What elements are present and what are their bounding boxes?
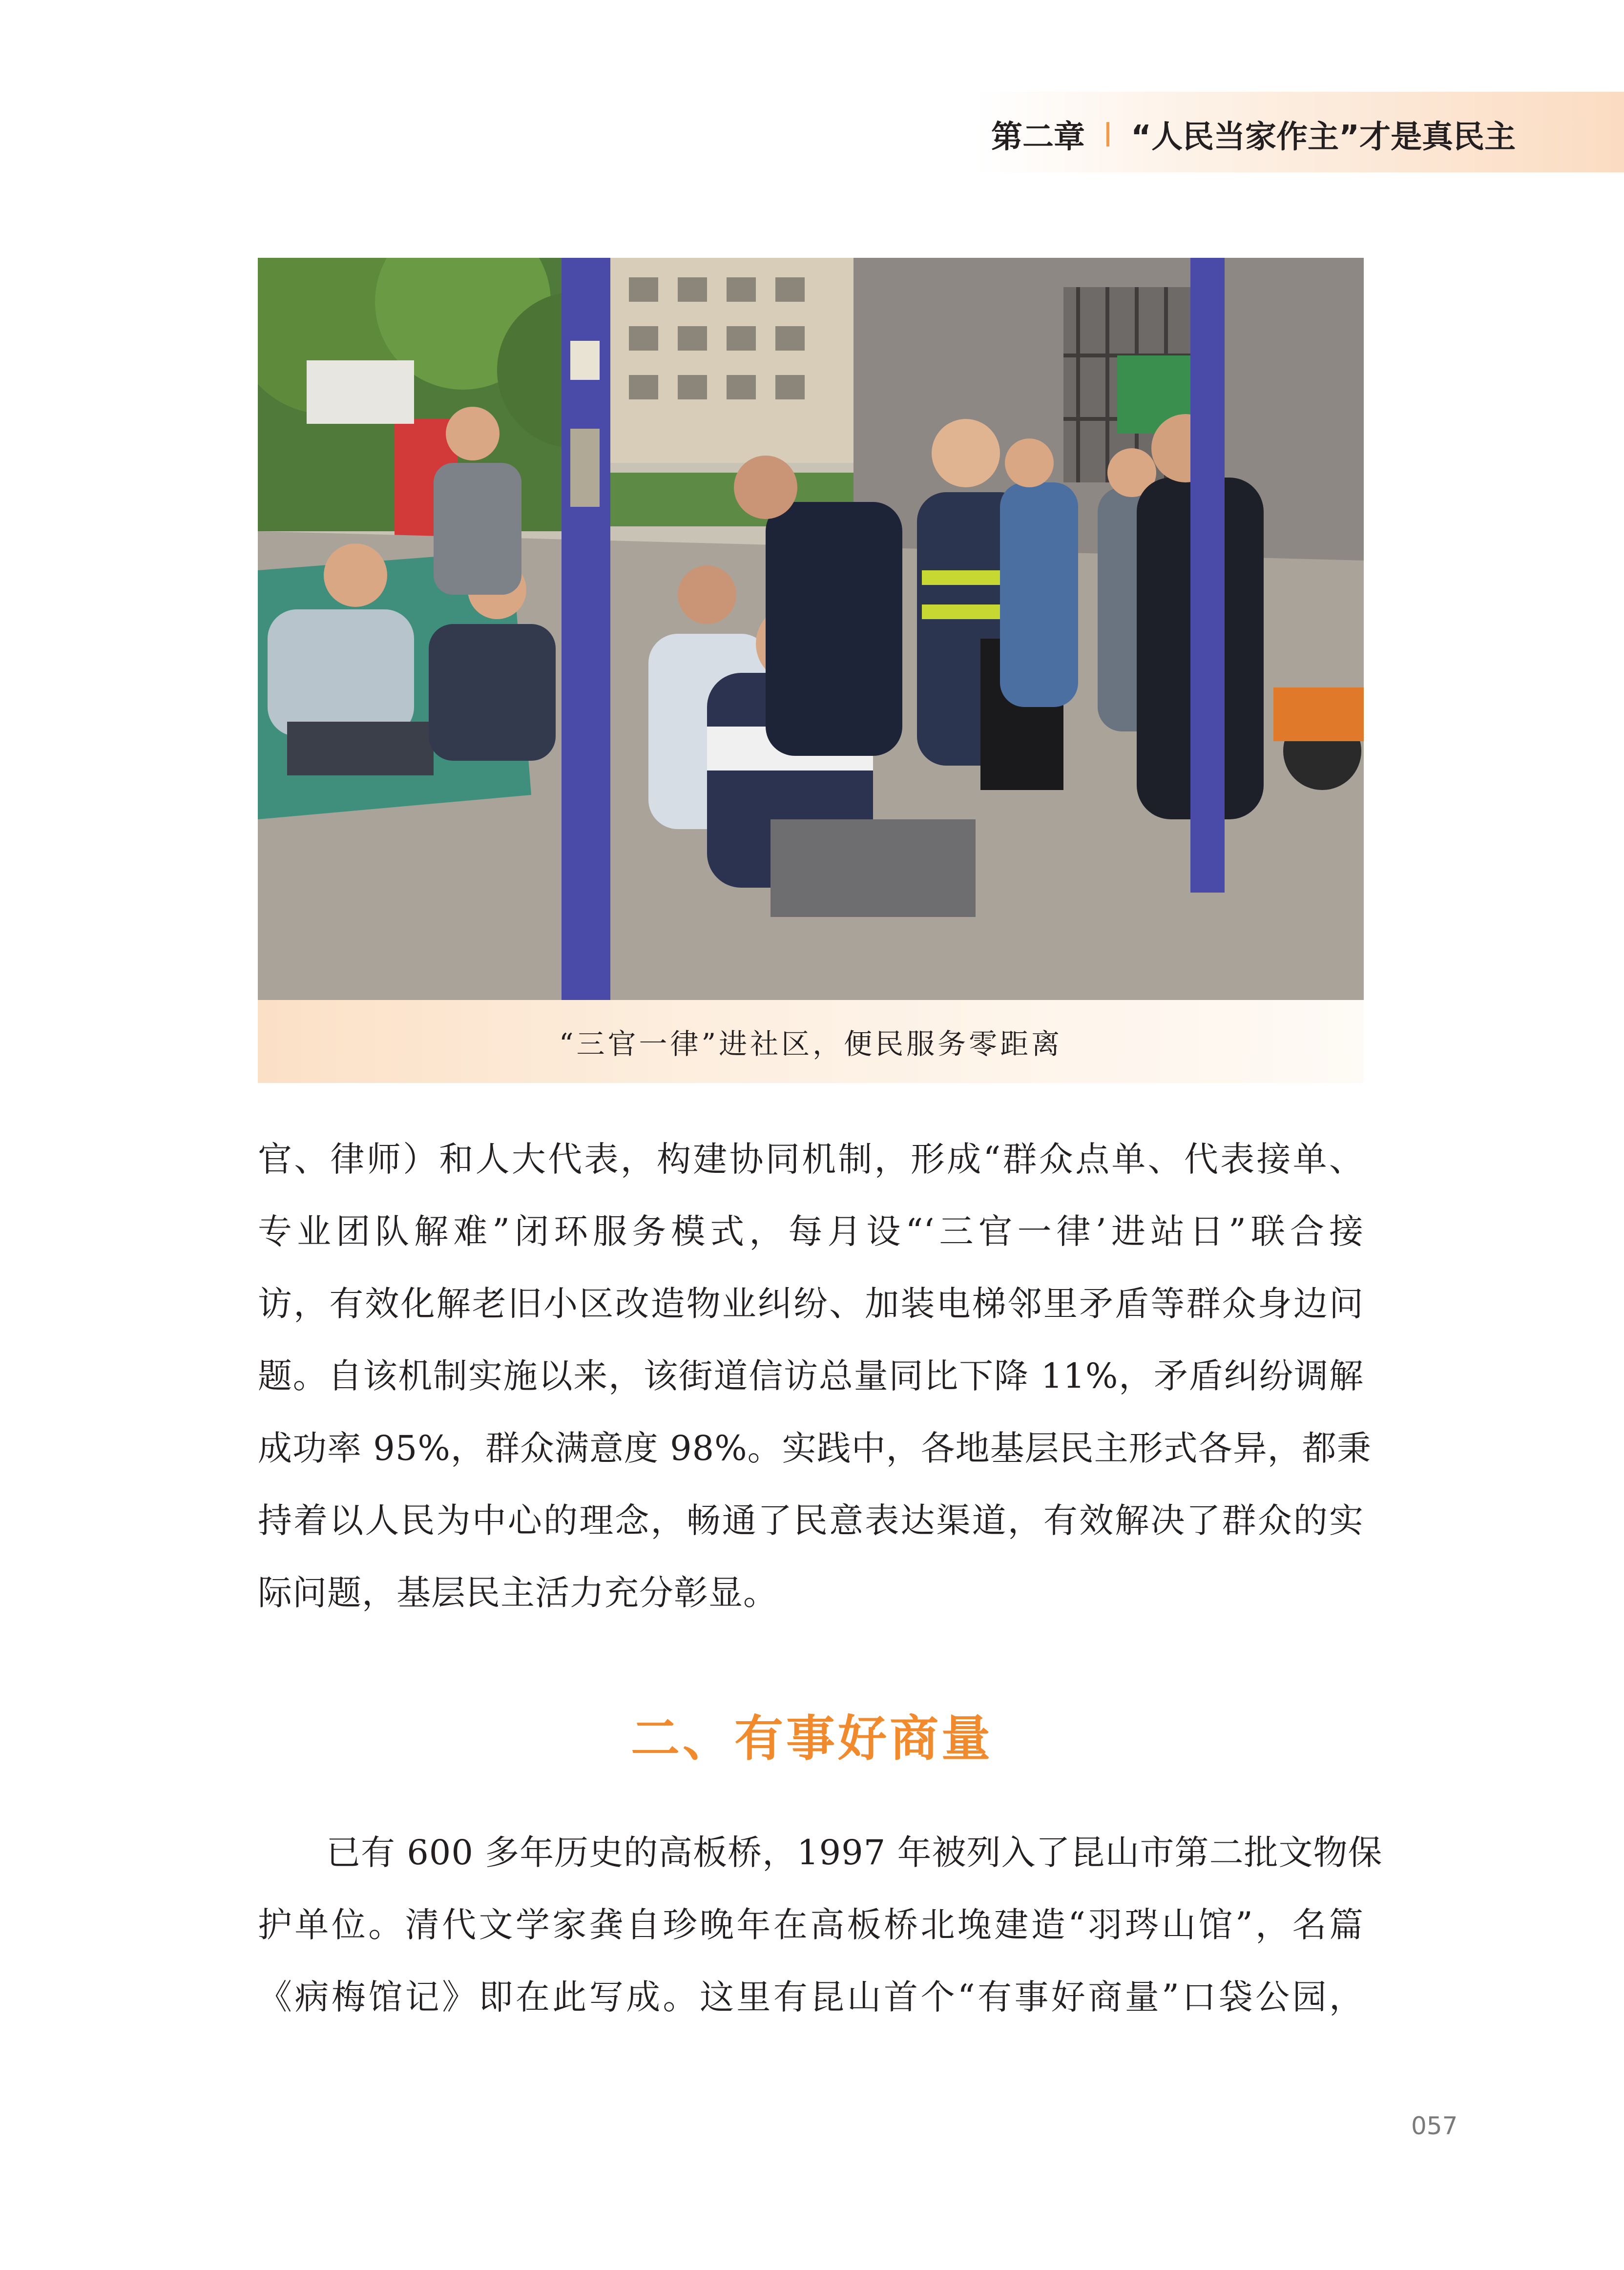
chapter-label: 第二章 — [991, 119, 1085, 155]
paragraph-line: 已有 600 多年历史的高板桥，1997 年被列入了昆山市第二批文物保 — [326, 1833, 1383, 1873]
chapter-title: “人民当家作主”才是真民主 — [1131, 119, 1516, 155]
header-divider — [1106, 122, 1109, 146]
page-number: 057 — [1411, 2112, 1458, 2140]
paragraph-line: 官、律师）和人大代表，构建协同机制，形成“群众点单、代表接单、 — [258, 1139, 1364, 1179]
paragraph-line: 护单位。清代文学家龚自珍晚年在高板桥北堍建造“羽琌山馆”，名篇 — [258, 1905, 1364, 1945]
section-heading: 二、有事好商量 — [631, 1709, 993, 1767]
paragraph-line: 题。自该机制实施以来，该街道信访总量同比下降 11%，矛盾纠纷调解 — [258, 1356, 1364, 1396]
community-photo — [258, 258, 1364, 1000]
paragraph-line: 访，有效化解老旧小区改造物业纠纷、加装电梯邻里矛盾等群众身边问 — [258, 1284, 1364, 1324]
running-head — [991, 110, 1516, 159]
photo-caption: “三官一律”进社区，便民服务零距离 — [559, 1027, 1063, 1061]
paragraph-line: 成功率 95%，群众满意度 98%。实践中，各地基层民主形式各异，都秉 — [258, 1428, 1372, 1468]
paragraph-line: 际问题，基层民主活力充分彰显。 — [258, 1573, 778, 1613]
paragraph-1 — [258, 1123, 1372, 1629]
paragraph-2 — [258, 1816, 1383, 2033]
paragraph-line: 《病梅馆记》即在此写成。这里有昆山首个“有事好商量”口袋公园， — [258, 1977, 1364, 2017]
paragraph-line: 持着以人民为中心的理念，畅通了民意表达渠道，有效解决了群众的实 — [258, 1500, 1364, 1541]
paragraph-line: 专业团队解难”闭环服务模式，每月设“‘三官一律’进站日”联合接 — [258, 1211, 1364, 1251]
photo-caption-band — [258, 1000, 1364, 1083]
